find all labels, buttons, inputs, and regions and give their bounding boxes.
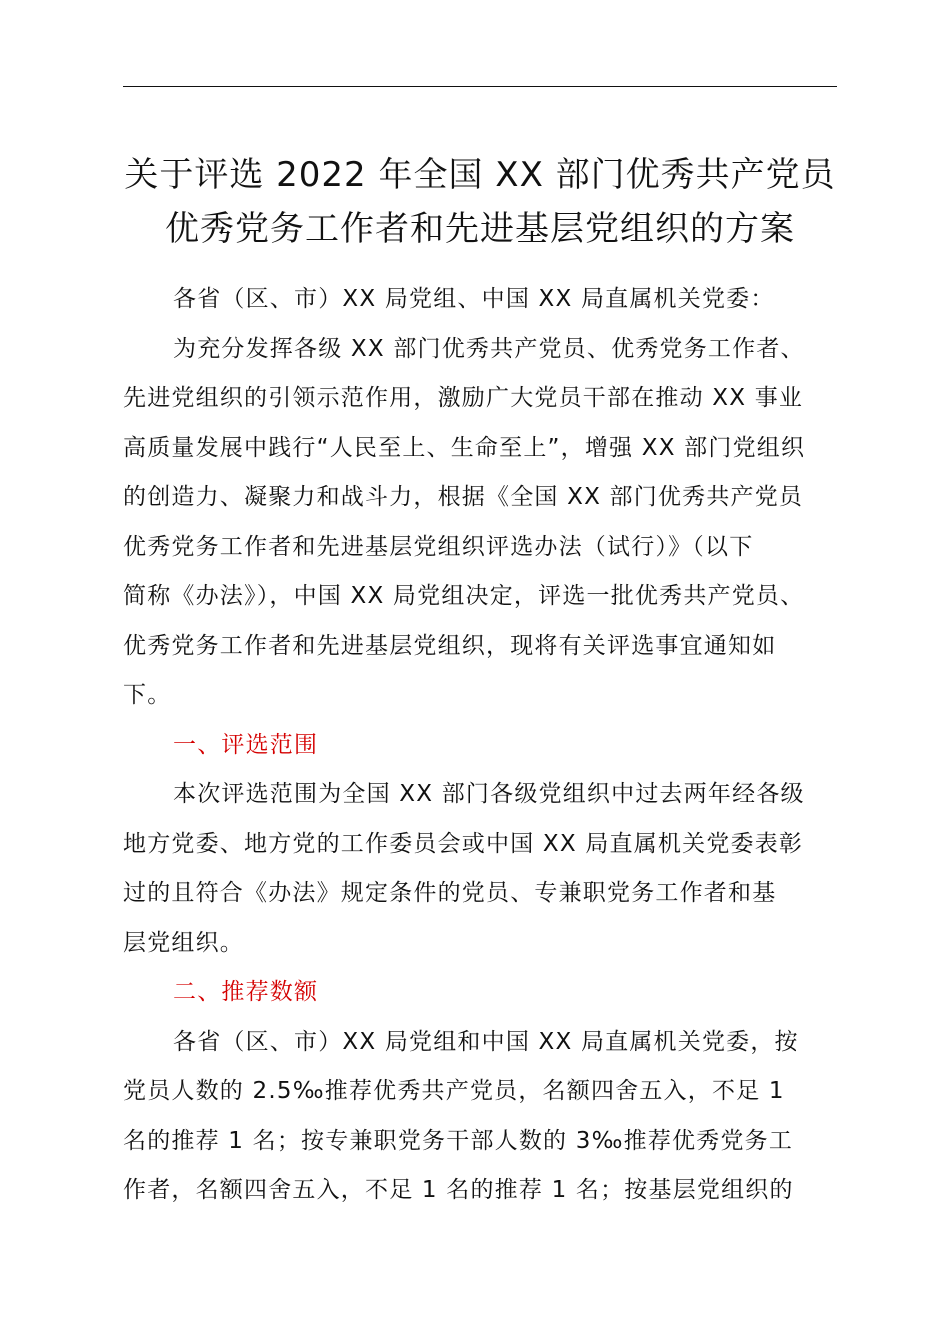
paragraph-line: 各省（区、市）XX 局党组和中国 XX 局直属机关党委，按 [173, 1028, 799, 1055]
header-rule [123, 86, 837, 87]
paragraph-line: 简称《办法》），中国 XX 局党组决定，评选一批优秀共产党员、 [123, 583, 805, 609]
paragraph-line: 的创造力、凝聚力和战斗力，根据《全国 XX 部门优秀共产党员 [123, 484, 804, 510]
paragraph-line: 名的推荐 1 名；按专兼职党务干部人数的 3‰推荐优秀党务工 [123, 1127, 794, 1154]
paragraph-line: 高质量发展中践行“人民至上、生命至上”，增强 XX 部门党组织 [123, 434, 806, 461]
paragraph-line: 为充分发挥各级 XX 部门优秀共产党员、优秀党务工作者、 [173, 335, 805, 362]
paragraph-line: 优秀党务工作者和先进基层党组织，现将有关评选事宜通知如 [123, 632, 777, 659]
section-heading-quota: 二、推荐数额 [173, 979, 319, 1005]
paragraph-line: 地方党委、地方党的工作委员会或中国 XX 局直属机关党委表彰 [123, 830, 804, 857]
document-body [123, 275, 837, 1216]
paragraph-line: 下。 [123, 682, 172, 708]
paragraph-line: 层党组织。 [123, 929, 244, 956]
title-line-1: 关于评选 2022 年全国 XX 部门优秀共产党员 [124, 155, 836, 195]
title-line-2: 优秀党务工作者和先进基层党组织的方案 [165, 209, 795, 249]
paragraph-line: 党员人数的 2.5‰推荐优秀共产党员，名额四舍五入，不足 1 [123, 1078, 785, 1104]
section-heading-scope: 一、评选范围 [173, 731, 319, 758]
paragraph-line: 本次评选范围为全国 XX 部门各级党组织中过去两年经各级 [173, 781, 805, 807]
page-title [110, 148, 850, 256]
paragraph-line: 作者，名额四舍五入，不足 1 名的推荐 1 名；按基层党组织的 [123, 1177, 794, 1203]
paragraph-line: 先进党组织的引领示范作用，激励广大党员干部在推动 XX 事业 [123, 385, 804, 411]
paragraph-line: 过的且符合《办法》规定条件的党员、专兼职党务工作者和基 [123, 880, 777, 906]
salutation: 各省（区、市）XX 局党组、中国 XX 局直属机关党委： [173, 286, 775, 312]
paragraph-line: 优秀党务工作者和先进基层党组织评选办法（试行）》（以下 [123, 533, 754, 560]
